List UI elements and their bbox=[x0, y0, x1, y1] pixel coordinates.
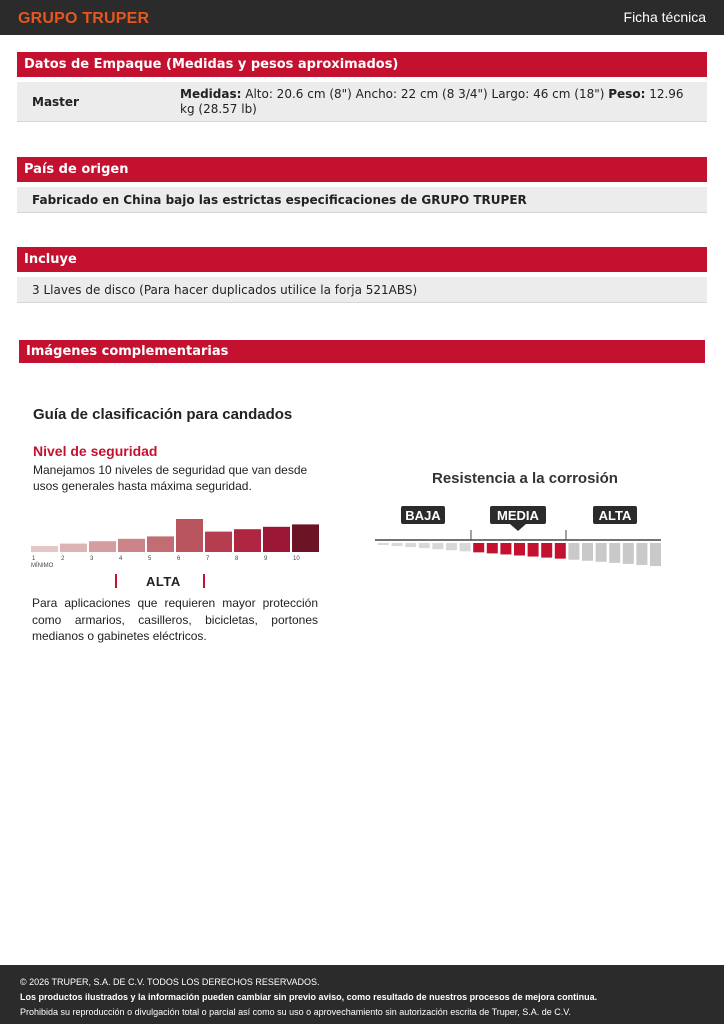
security-level-bar-10 bbox=[292, 524, 319, 552]
packaging-heading: Datos de Empaque (Medidas y pesos aproximados) bbox=[17, 52, 707, 77]
security-level-number-2: 2 bbox=[61, 556, 65, 562]
security-level-bars bbox=[30, 510, 330, 570]
security-level-number-7: 7 bbox=[206, 556, 210, 562]
corrosion-bar-7 bbox=[460, 543, 471, 551]
security-level-number-8: 8 bbox=[235, 556, 239, 562]
corrosion-label-baja: BAJA bbox=[405, 508, 441, 523]
security-level-number-6: 6 bbox=[177, 556, 181, 562]
corrosion-bar-8 bbox=[473, 543, 484, 552]
alta-description: Para aplicaciones que requieren mayor protección como armarios, casilleros, bicicletas, portones medianos o gabinetes eléctricos. bbox=[32, 596, 318, 643]
corrosion-bar-11 bbox=[514, 543, 525, 556]
alta-marker-left bbox=[115, 574, 117, 588]
corrosion-bar-15 bbox=[568, 543, 579, 560]
security-level-title: Nivel de seguridad bbox=[33, 443, 158, 459]
footer bbox=[0, 965, 724, 1024]
corrosion-bar-20 bbox=[636, 543, 647, 565]
includes-text: 3 Llaves de disco (Para hacer duplicados utilice la forja 521ABS) bbox=[32, 283, 418, 297]
corrosion-scale bbox=[370, 502, 670, 572]
security-level-description: Manejamos 10 niveles de seguridad que van desde usos generales hasta máxima seguridad. bbox=[33, 463, 308, 493]
packaging-row-label: Master bbox=[32, 95, 79, 109]
includes-heading: Incluye bbox=[17, 247, 707, 272]
origin-heading: País de origen bbox=[17, 157, 707, 182]
lock-classification-guide bbox=[0, 390, 724, 650]
security-level-bar-2 bbox=[60, 544, 87, 552]
peso-value: 12.96 kg (28.57 lb) bbox=[180, 87, 684, 116]
packaging-row bbox=[17, 82, 707, 122]
security-level-number-4: 4 bbox=[119, 556, 123, 562]
origin-text: Fabricado en China bajo las estrictas especificaciones de GRUPO TRUPER bbox=[32, 193, 527, 207]
corrosion-bar-19 bbox=[623, 543, 634, 564]
corrosion-bar-10 bbox=[500, 543, 511, 554]
corrosion-bar-13 bbox=[541, 543, 552, 558]
corrosion-bar-6 bbox=[446, 543, 457, 550]
page-title: Ficha técnica bbox=[623, 9, 706, 25]
security-level-bar-7 bbox=[205, 532, 232, 552]
minimo-label: MÍNIMO bbox=[31, 563, 54, 569]
images-heading: Imágenes complementarias bbox=[19, 340, 705, 363]
truper-logo[interactable]: GRUPO TRUPER bbox=[18, 10, 150, 27]
corrosion-bar-5 bbox=[432, 543, 443, 549]
medidas-value: Alto: 20.6 cm (8") Ancho: 22 cm (8 3/4") Largo: 46 cm (18") bbox=[241, 87, 609, 101]
corrosion-bar-12 bbox=[528, 543, 539, 557]
security-level-number-9: 9 bbox=[264, 556, 268, 562]
alta-marker-right bbox=[203, 574, 205, 588]
peso-label: Peso: bbox=[608, 87, 646, 101]
security-level-bar-4 bbox=[118, 539, 145, 552]
corrosion-bar-1 bbox=[378, 543, 389, 545]
security-level-bar-6 bbox=[176, 519, 203, 552]
footer-prohibition: Prohibida su reproducción o divulgación total o parcial así como su uso o aprovechamiento sin autorización escrita de Truper, S.A. de C.V. bbox=[20, 1007, 571, 1017]
corrosion-bar-4 bbox=[419, 543, 430, 548]
corrosion-bar-2 bbox=[392, 543, 403, 546]
security-level-bar-8 bbox=[234, 529, 261, 552]
footer-notice: Los productos ilustrados y la información pueden cambiar sin previo aviso, como resultado de nuestros procesos de mejora continua. bbox=[20, 992, 598, 1002]
corrosion-selected-pointer bbox=[510, 524, 526, 531]
security-level-number-3: 3 bbox=[90, 556, 94, 562]
corrosion-bar-21 bbox=[650, 543, 661, 566]
corrosion-label-alta: ALTA bbox=[598, 508, 632, 523]
footer-copyright: © 2026 TRUPER, S.A. DE C.V. TODOS LOS DERECHOS RESERVADOS. bbox=[20, 977, 320, 987]
security-level-bar-1 bbox=[31, 546, 58, 552]
corrosion-bar-18 bbox=[609, 543, 620, 563]
corrosion-label-media: MEDIA bbox=[497, 508, 539, 523]
includes-row bbox=[17, 277, 707, 303]
security-level-number-10: 10 bbox=[293, 556, 300, 562]
corrosion-bar-17 bbox=[596, 543, 607, 562]
security-level-bar-9 bbox=[263, 527, 290, 552]
top-bar bbox=[0, 0, 724, 35]
packaging-details bbox=[180, 87, 700, 117]
corrosion-bar-14 bbox=[555, 543, 566, 559]
corrosion-bar-9 bbox=[487, 543, 498, 553]
medidas-label: Medidas: bbox=[180, 87, 242, 101]
corrosion-bar-3 bbox=[405, 543, 416, 547]
origin-row bbox=[17, 187, 707, 213]
corrosion-title: Resistencia a la corrosión bbox=[432, 470, 618, 487]
corrosion-bar-16 bbox=[582, 543, 593, 561]
security-level-bar-3 bbox=[89, 541, 116, 552]
security-level-bar-5 bbox=[147, 536, 174, 552]
guide-title: Guía de clasificación para candados bbox=[33, 406, 293, 423]
security-level-number-5: 5 bbox=[148, 556, 152, 562]
security-level-number-1: 1 bbox=[32, 556, 36, 562]
security-alta-label: ALTA bbox=[146, 574, 181, 589]
